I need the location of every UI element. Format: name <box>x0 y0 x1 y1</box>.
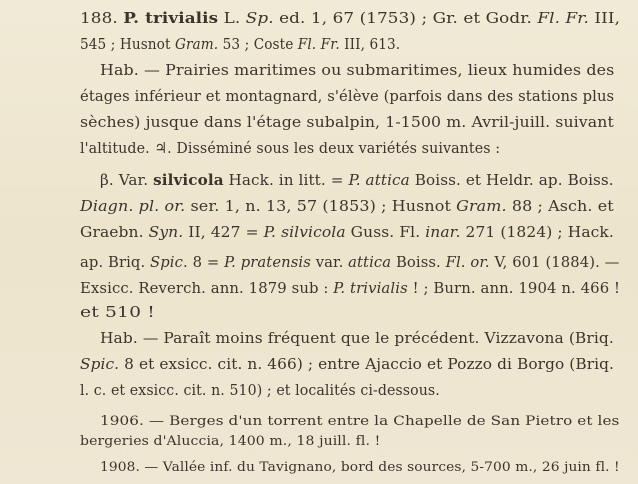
text-run: silvicola <box>153 171 224 189</box>
text-run: ser. 1, n. 13, 57 (1853) ; Husnot <box>185 197 457 215</box>
text-run: II, 427 = <box>183 223 264 241</box>
text-run: P. silvicola <box>263 223 346 241</box>
text-run: 188. <box>80 9 124 27</box>
text-line <box>100 412 619 432</box>
text-run: P. attica <box>348 171 410 189</box>
text-run: 545 ; Husnot <box>80 35 175 53</box>
text-run: ap. Briq. <box>80 253 151 271</box>
text-run: Fl. Fr. <box>537 9 589 27</box>
text-run: sèches) jusque dans l'étage subalpin, 1-1500 m. Avril-juill. suivant <box>80 113 614 131</box>
text-run: P. pratensis <box>224 253 311 271</box>
text-run: ! ; Burn. ann. 1904 n. 466 ! <box>407 279 621 297</box>
text-run: 271 (1824) ; Hack. <box>460 223 614 241</box>
text-run: ed. 1, 67 (1753) ; Gr. et Godr. <box>273 9 538 27</box>
text-run: l'altitude. ♃. Disséminé sous les deux variétés suivantes : <box>80 139 501 157</box>
text-run: 1908. — Vallée inf. du Tavignano, bord des sources, 5-700 m., 26 juin fl. ! <box>100 460 620 475</box>
text-run: Spic. <box>80 355 120 373</box>
text-run: P. trivialis <box>123 9 219 27</box>
text-run: Exsicc. Reverch. ann. 1879 sub : <box>80 279 334 297</box>
text-line <box>80 380 440 400</box>
text-line <box>80 354 614 374</box>
text-run: Hab. — Prairies maritimes ou submaritimes, lieux humides des <box>100 61 615 79</box>
text-line <box>100 328 614 348</box>
text-line <box>80 302 155 322</box>
text-run: 88 ; Asch. et <box>506 197 614 215</box>
text-run: l. c. et exsicc. cit. n. 510) ; et localités ci-dessous. <box>80 381 440 399</box>
text-run: Gram. <box>174 35 219 53</box>
text-run: attica <box>348 253 392 271</box>
text-run: Boiss. <box>391 253 446 271</box>
text-line <box>100 170 614 190</box>
text-line <box>80 222 614 242</box>
text-run: 1906. — Berges d'un torrent entre la Chapelle de San Pietro et les <box>100 414 620 429</box>
text-line <box>80 86 614 106</box>
text-run: Guss. Fl. <box>345 223 426 241</box>
text-run: Graebn. <box>80 223 149 241</box>
text-run: var. <box>310 253 349 271</box>
text-run: Hack. in litt. = <box>223 171 349 189</box>
text-run: étages inférieur et montagnard, s'élève (parfois dans des stations plus <box>80 87 615 105</box>
text-run: Sp. <box>245 9 274 27</box>
text-run: Gram. <box>456 197 507 215</box>
text-run: β. Var. <box>100 171 154 189</box>
text-run: inar. <box>425 223 461 241</box>
text-run: 53 ; Coste <box>218 35 298 53</box>
text-run: L. <box>218 9 246 27</box>
text-line <box>80 432 380 452</box>
text-line <box>80 138 500 158</box>
text-run: Boiss. et Heldr. ap. Boiss. <box>409 171 614 189</box>
text-line <box>80 8 620 28</box>
text-run: 8 = <box>187 253 225 271</box>
text-run: Fl. Fr. <box>297 35 340 53</box>
text-run: Fl. or. <box>445 253 490 271</box>
text-run: et 510 ! <box>80 303 155 321</box>
text-line <box>100 60 614 80</box>
text-run: 8 et exsicc. cit. n. 466) ; entre Ajaccio et Pozzo di Borgo (Briq. <box>119 355 615 373</box>
text-run: Spic. <box>150 253 188 271</box>
text-line <box>80 252 620 272</box>
text-run: Syn. <box>148 223 184 241</box>
text-run: V, 601 (1884). — <box>489 253 620 271</box>
text-run: Hab. — Paraît moins fréquent que le précédent. Vizzavona (Briq. <box>100 329 614 347</box>
text-run: P. trivialis <box>333 279 408 297</box>
text-line <box>80 278 620 298</box>
text-line <box>80 34 400 54</box>
text-line <box>100 458 620 478</box>
text-run: bergeries d'Aluccia, 1400 m., 18 juill. fl. ! <box>80 434 381 449</box>
text-run: III, <box>588 9 621 27</box>
text-line <box>80 112 614 132</box>
text-run: Diagn. pl. or. <box>80 197 186 215</box>
text-line <box>80 196 614 216</box>
text-run: III, 613. <box>339 35 401 53</box>
